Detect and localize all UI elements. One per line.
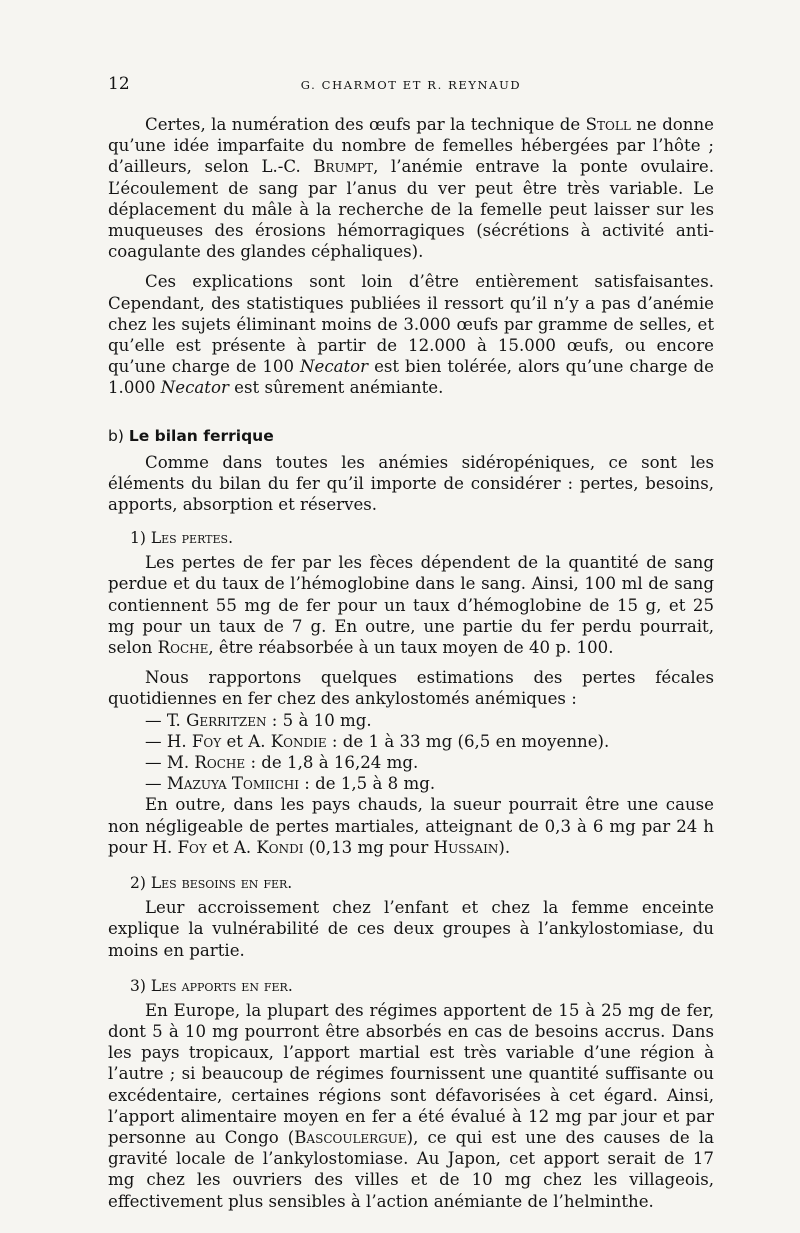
text-column [108, 114, 714, 1212]
subheading-pertes: 1) Les pertes. [130, 529, 233, 548]
subheading-apports: 3) Les apports en fer. [130, 976, 293, 995]
paragraph-1: Certes, la numération des œufs par la technique de Stoll ne donne qu’une idée imparfaite du nombre de femelles hébergées par l’hôte ; d’ailleurs, selon L.-C. Brumpt, l’anémie entrave la ponte ovulaire. L’écoulement de sang par l’anus du ver peut être très variable. Le déplacement du mâle à la recherche de la femelle peut laisser sur les muqueuses des érosions hémorragiques (sécrétions à activité anti-coagulante des glandes céphaliques). [108, 115, 714, 262]
paragraph-4: Les pertes de fer par les fèces dépendent de la quantité de sang perdue et du taux de l’hémoglobine dans le sang. Ainsi, 100 ml de sang contiennent 55 mg de fer pour un taux d’hémoglobine de 15 g, et 25 mg pour un taux de 7 g. En outre, une partie du fer perdu pourrait, selon Roche, être réabsorbée à un taux moyen de 40 p. 100. [108, 553, 714, 658]
list-item: — H. Foy et A. Kondie : de 1 à 33 mg (6,5 en moyenne). [145, 731, 610, 751]
paragraph-6: En outre, dans les pays chauds, la sueur pourrait être une cause non négligeable de pertes martiales, atteignant de 0,3 à 6 mg par 24 h pour H. Foy et A. Kondi (0,13 mg pour Hussain). [108, 795, 714, 857]
list-item: — Mazuya Tomiichi : de 1,5 à 8 mg. [145, 774, 436, 794]
paragraph-3: Comme dans toutes les anémies sidéropéniques, ce sont les éléments du bilan du fer qu’il importe de considérer : pertes, besoins, apports, absorption et réserves. [108, 452, 714, 515]
losses-list [108, 710, 714, 795]
paragraph-2: Ces explications sont loin d’être entièrement satisfaisantes. Cependant, des statistiques publiées il ressort qu’il n’y a pas d’anémie chez les sujets éliminant moins de 3.000 œufs par gramme de selles, et qu’elle est présente à partir de 12.000 à 15.000 œufs, ou encore qu’une charge de 100 Necator est bien tolérée, alors qu’une charge de 1.000 Necator est sûrement anémiante. [108, 272, 714, 398]
list-item: — T. Gerritzen : 5 à 10 mg. [145, 710, 372, 730]
running-title: G. CHARMOT ET R. REYNAUD [300, 78, 522, 92]
page-header [108, 74, 714, 96]
paragraph-8: En Europe, la plupart des régimes apportent de 15 à 25 mg de fer, dont 5 à 10 mg pourront être absorbés en cas de besoins accrus. Dans les pays tropicaux, l’apport martial est très variable d’une région à l’autre ; si beaucoup de régimes fournissent une quantité suffisante ou excédentaire, certaines régions sont défavorisées à cet égard. Ainsi, l’apport alimentaire moyen en fer a été évalué à 12 mg par jour et par personne au Congo (Bascoulergue), ce qui est une des causes de la gravité locale de l’ankylostomiase. Au Japon, cet apport serait de 17 mg chez les ouvriers des villes et de 10 mg chez les villageois, effectivement plus sensibles à l’action anémiante de l’helminthe. [108, 1000, 714, 1211]
paragraph-5: Nous rapportons quelques estimations des pertes fécales quotidiennes en fer chez des ankylostomés anémiques : [108, 668, 714, 709]
paragraph-7: Leur accroissement chez l’enfant et chez la femme enceinte explique la vulnérabilité de ces deux groupes à l’ankylostomiase, du moins en partie. [108, 898, 714, 960]
list-item: — M. Roche : de 1,8 à 16,24 mg. [145, 753, 419, 773]
subheading-besoins: 2) Les besoins en fer. [130, 874, 293, 893]
page-number: 12 [108, 74, 130, 94]
section-heading-b: b) Le bilan ferrique [108, 426, 274, 445]
